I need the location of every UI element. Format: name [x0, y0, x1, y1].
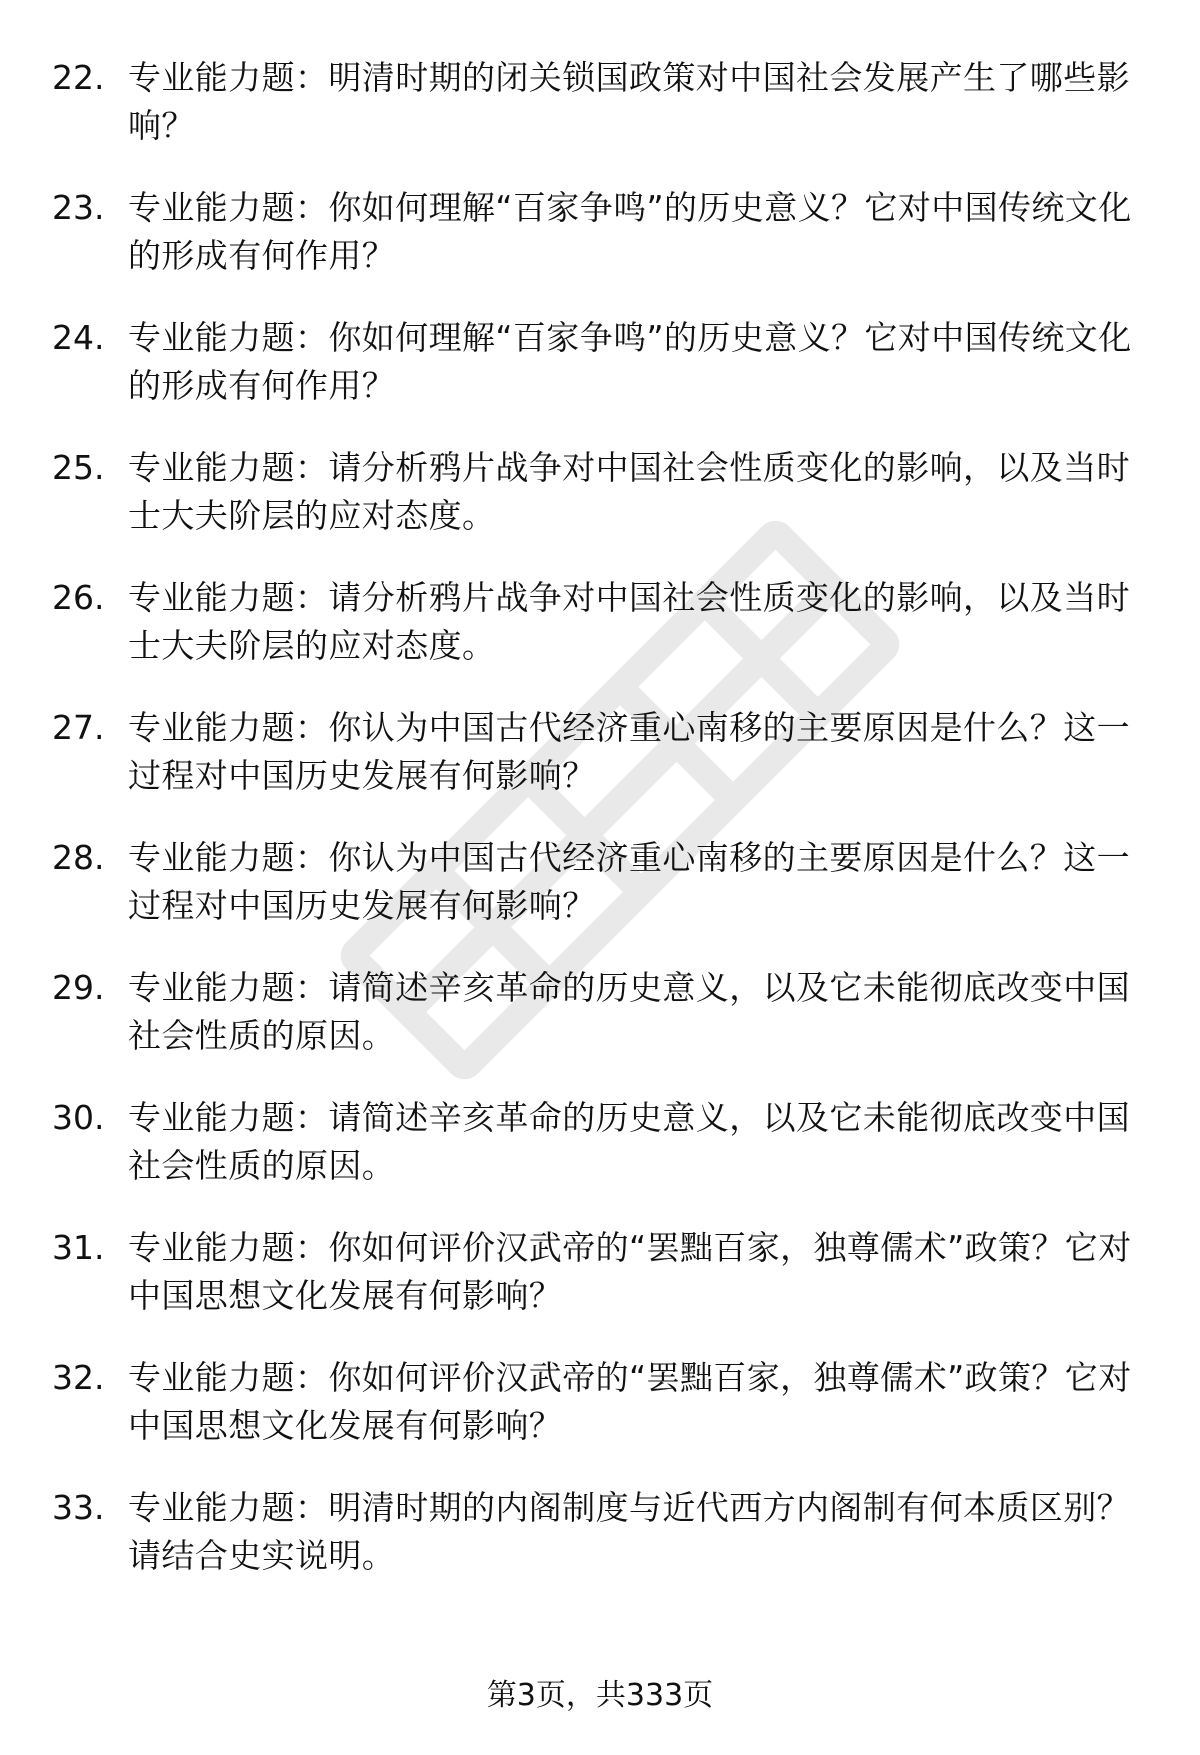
question-text: 专业能力题：你如何理解“百家争鸣”的历史意义？它对中国传统文化的形成有何作用？ [128, 188, 1132, 275]
question-number: 27. [52, 708, 105, 747]
question-item [52, 444, 1152, 540]
question-text: 专业能力题：你认为中国古代经济重心南移的主要原因是什么？这一过程对中国历史发展有何影响？ [128, 708, 1130, 795]
question-number: 22. [52, 58, 105, 97]
question-text: 专业能力题：你如何评价汉武帝的“罢黜百家，独尊儒术”政策？它对中国思想文化发展有何影响？ [128, 1358, 1132, 1445]
question-text: 专业能力题：你认为中国古代经济重心南移的主要原因是什么？这一过程对中国历史发展有何影响？ [128, 838, 1130, 925]
question-item [52, 574, 1152, 670]
question-number: 32. [52, 1358, 105, 1397]
question-number: 30. [52, 1098, 105, 1137]
question-number: 26. [52, 578, 105, 617]
question-text: 专业能力题：明清时期的内阁制度与近代西方内阁制有何本质区别？请结合史实说明。 [128, 1488, 1130, 1575]
page-footer: 第3页，共333页 [486, 1678, 714, 1713]
question-text: 专业能力题：你如何评价汉武帝的“罢黜百家，独尊儒术”政策？它对中国思想文化发展有何影响？ [128, 1228, 1132, 1315]
question-number: 23. [52, 188, 105, 227]
question-number: 31. [52, 1228, 105, 1267]
question-text: 专业能力题：请简述辛亥革命的历史意义，以及它未能彻底改变中国社会性质的原因。 [128, 1098, 1130, 1185]
question-number: 25. [52, 448, 105, 487]
question-item [52, 1094, 1152, 1190]
question-text: 专业能力题：明清时期的闭关锁国政策对中国社会发展产生了哪些影响？ [128, 58, 1130, 145]
question-item [52, 964, 1152, 1060]
question-text: 专业能力题：你如何理解“百家争鸣”的历史意义？它对中国传统文化的形成有何作用？ [128, 318, 1132, 405]
question-item [52, 54, 1152, 150]
question-item [52, 834, 1152, 930]
question-text: 专业能力题：请分析鸦片战争对中国社会性质变化的影响，以及当时士大夫阶层的应对态度。 [128, 578, 1130, 665]
question-list [52, 54, 1152, 1614]
question-item [52, 1224, 1152, 1320]
question-text: 专业能力题：请简述辛亥革命的历史意义，以及它未能彻底改变中国社会性质的原因。 [128, 968, 1130, 1055]
question-item [52, 704, 1152, 800]
question-item [52, 1484, 1152, 1580]
question-number: 33. [52, 1488, 105, 1527]
question-item [52, 1354, 1152, 1450]
question-number: 28. [52, 838, 105, 877]
question-number: 29. [52, 968, 105, 1007]
question-text: 专业能力题：请分析鸦片战争对中国社会性质变化的影响，以及当时士大夫阶层的应对态度。 [128, 448, 1130, 535]
question-item [52, 184, 1152, 280]
question-number: 24. [52, 318, 105, 357]
question-item [52, 314, 1152, 410]
